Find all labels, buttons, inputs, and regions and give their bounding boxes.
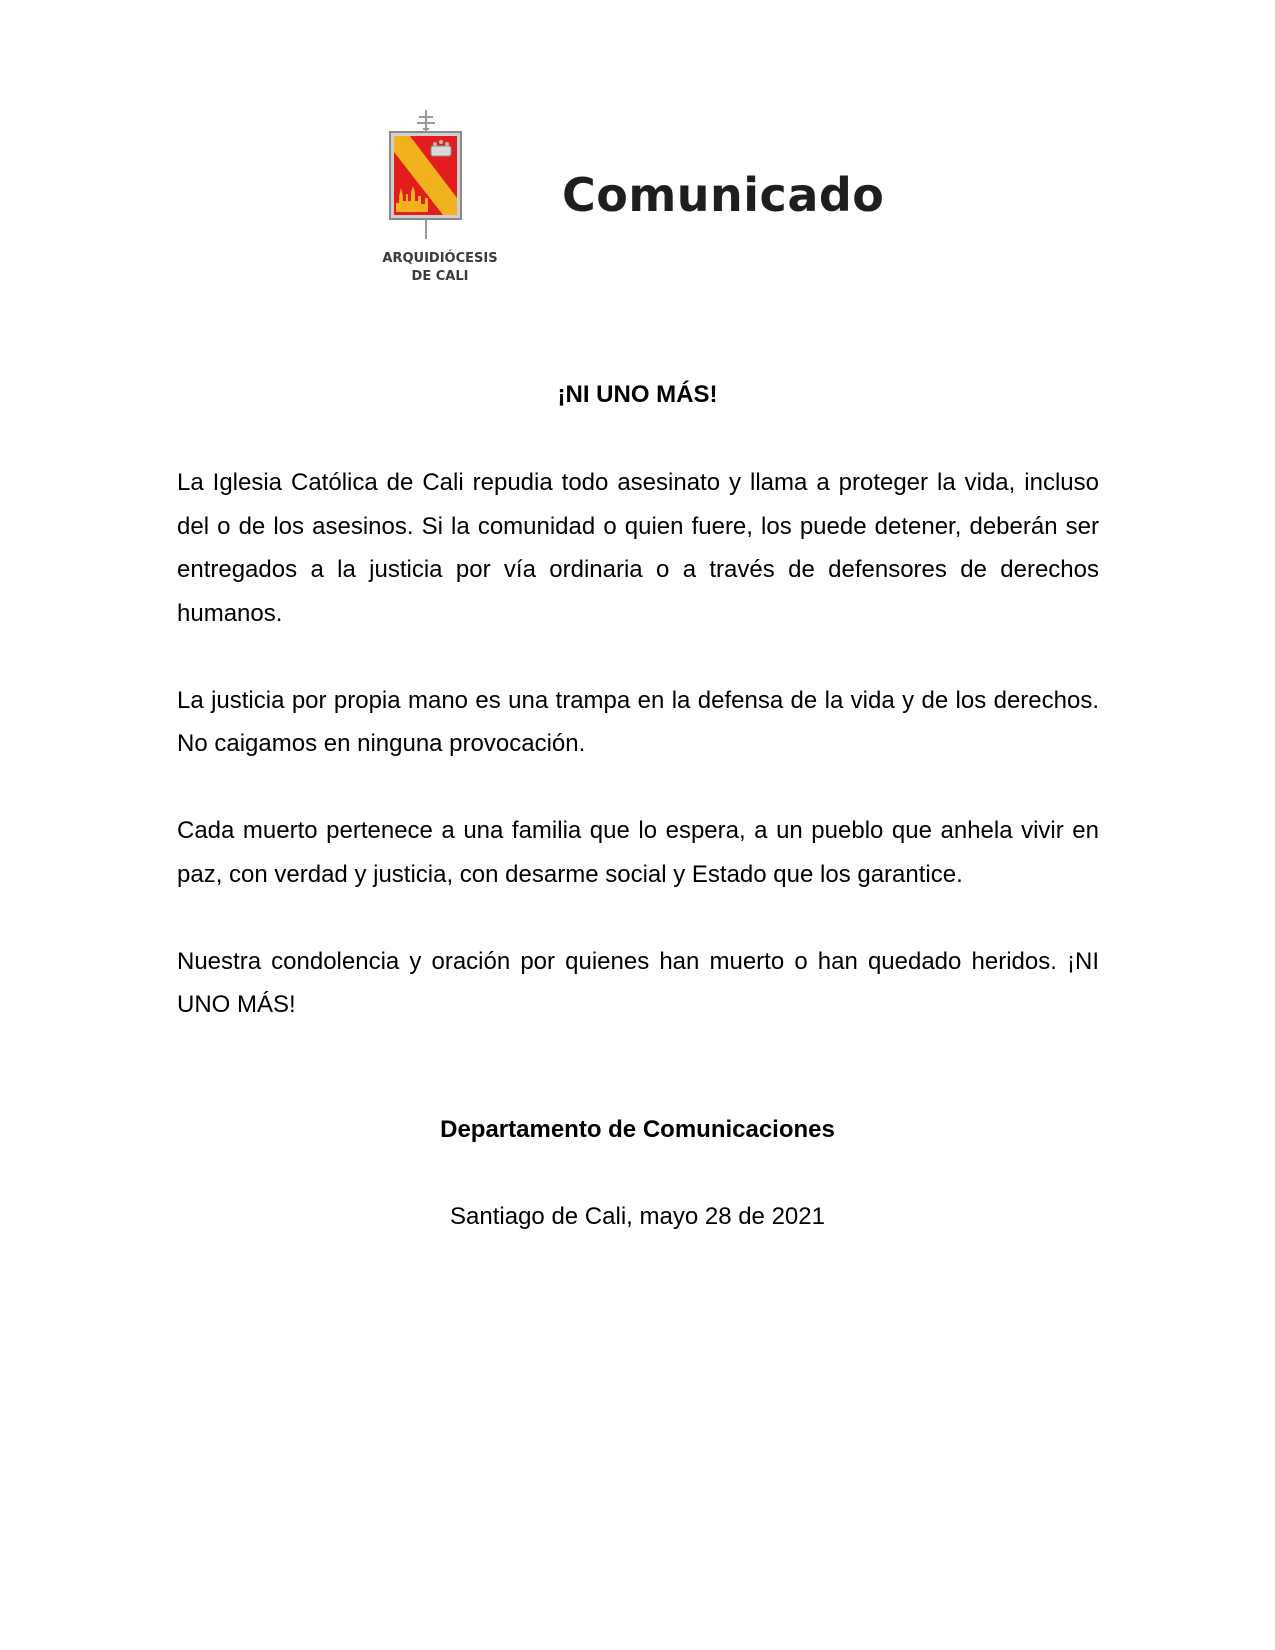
crest-caption	[380, 250, 500, 286]
paragraph-4: Nuestra condolencia y oración por quienes han muerto o han quedado heridos. ¡NI UNO MÁS!	[177, 947, 1099, 1018]
paragraph-1: La Iglesia Católica de Cali repudia todo asesinato y llama a proteger la vida, incluso del o de los asesinos. Si la comunidad o quien fuere, los puede detener, deberán ser entregados a la justicia por vía ordinaria o a través de defensores de derechos humanos.	[177, 469, 1099, 627]
statement-body	[177, 461, 1099, 1027]
letterhead	[380, 108, 885, 288]
department-signature: Departamento de Comunicaciones	[440, 1116, 835, 1143]
place-and-date: Santiago de Cali, mayo 28 de 2021	[450, 1203, 825, 1230]
archdiocese-crest-logo	[380, 108, 500, 288]
headline: ¡NI UNO MÁS!	[557, 381, 718, 408]
paragraph-3: Cada muerto pertenece a una familia que lo espera, a un pueblo que anhela vivir en paz, con verdad y justicia, con desarme social y Estado que los garantice.	[177, 817, 1099, 888]
paragraph-2: La justicia por propia mano es una trampa en la defensa de la vida y de los derechos. No caigamos en ninguna provocación.	[177, 686, 1099, 757]
document-type-title: Comunicado	[562, 168, 885, 222]
crest-shield-icon	[380, 108, 500, 248]
crest-caption-line1: ARQUIDIÓCESIS	[382, 251, 498, 266]
crest-caption-line2: DE CALI	[411, 269, 469, 284]
